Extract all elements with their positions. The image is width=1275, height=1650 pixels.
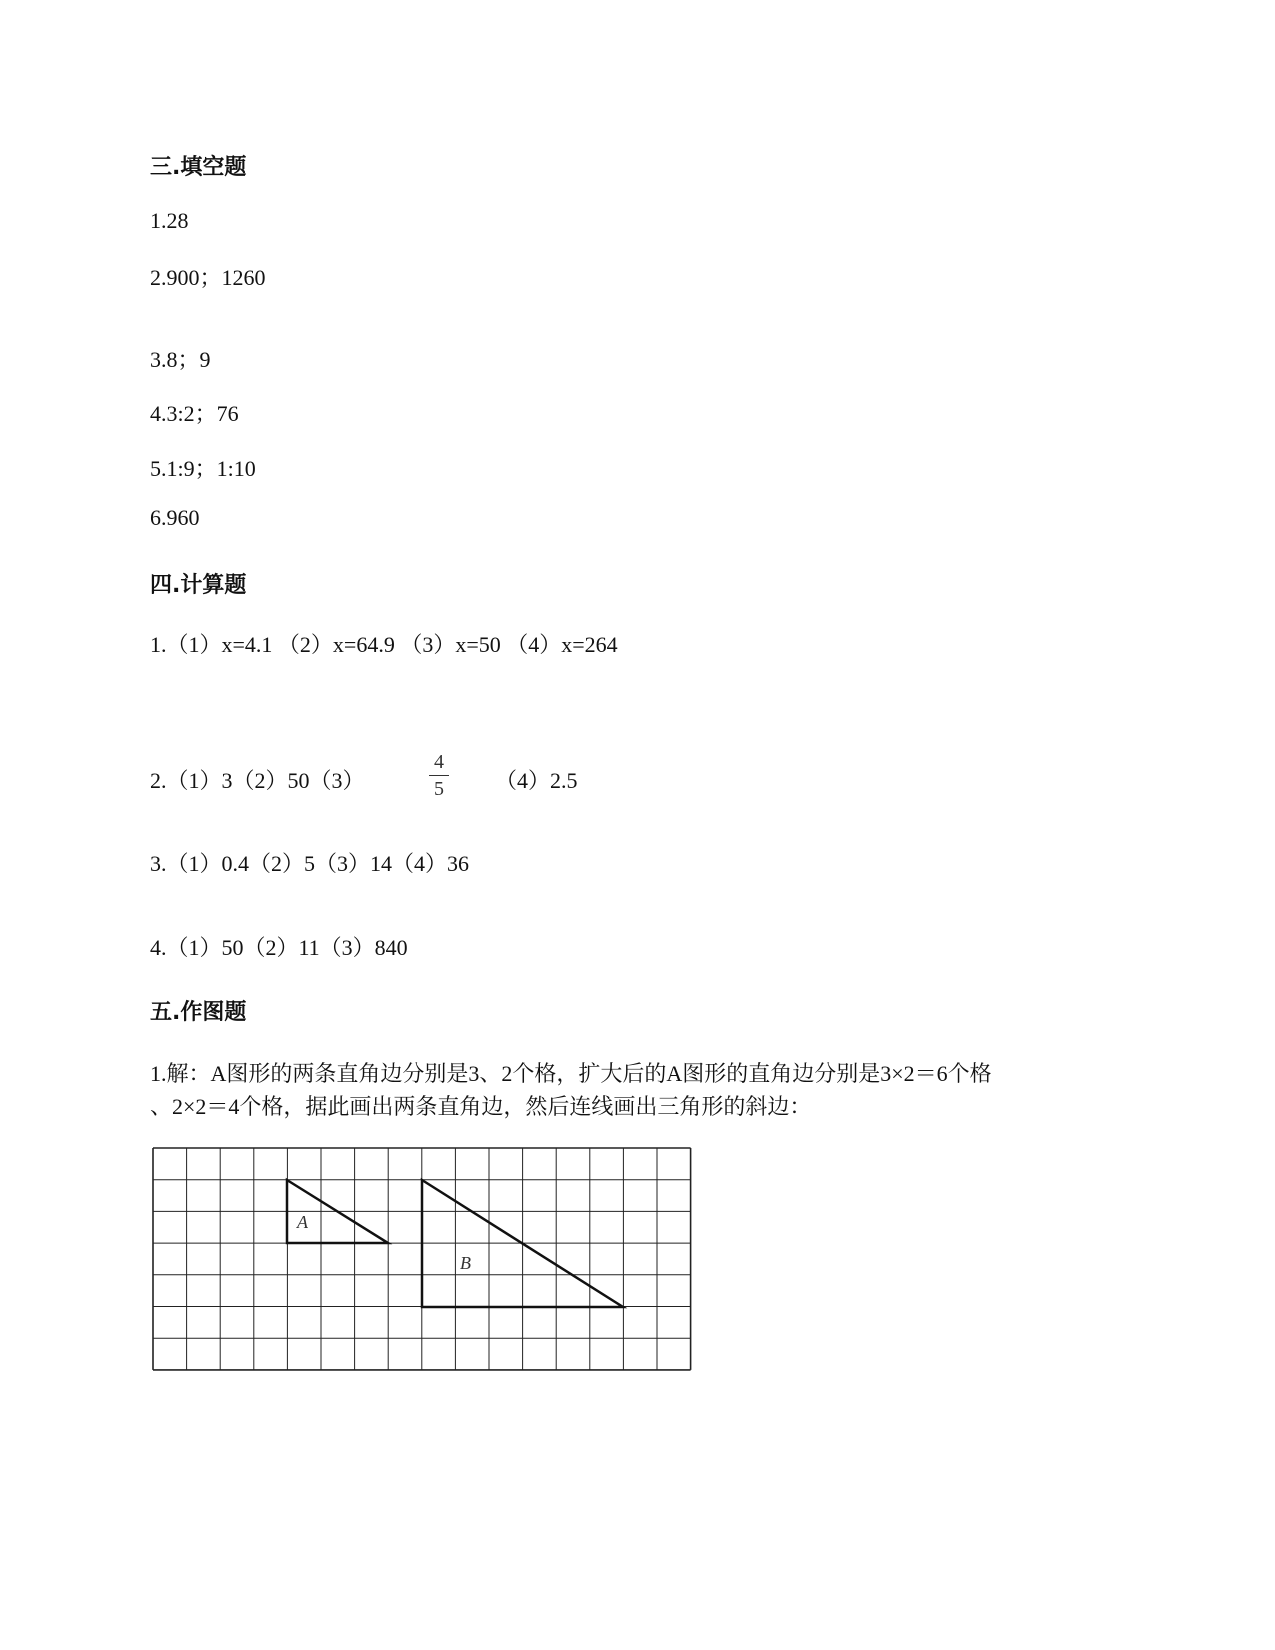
answer-line: 2.（1）3（2）50（3） — [150, 768, 365, 793]
answer-line: 4.（1）50（2）11（3）840 — [150, 935, 408, 960]
fraction — [427, 750, 451, 801]
answer-line: 2.900；1260 — [150, 265, 266, 290]
triangle-a-label: A — [297, 1212, 308, 1232]
fraction-denominator: 5 — [434, 778, 444, 800]
answer-line: 5.1:9；1:10 — [150, 456, 256, 481]
solution-line: 1.解：A图形的两条直角边分别是3、2个格，扩大后的A图形的直角边分别是3×2＝6个格 — [150, 1061, 992, 1086]
answer-line: 1.（1）x=4.1 （2）x=64.9 （3）x=50 （4）x=264 — [150, 632, 618, 657]
grid-figure — [150, 1145, 718, 1385]
answer-line: 3.8；9 — [150, 347, 211, 372]
solution-line: 、2×2＝4个格，据此画出两条直角边，然后连线画出三角形的斜边： — [150, 1094, 812, 1119]
section-title-calculation: 四.计算题 — [150, 573, 247, 598]
answer-line: 6.960 — [150, 505, 200, 530]
answer-line: 3.（1）0.4（2）5（3）14（4）36 — [150, 851, 470, 876]
section-title-fill-blank: 三.填空题 — [150, 155, 247, 180]
section-title-drawing: 五.作图题 — [150, 1000, 247, 1025]
fraction-bar — [429, 775, 449, 776]
answer-line: 1.28 — [150, 208, 189, 233]
triangle-b-label: B — [460, 1253, 471, 1273]
answer-line: 4.3:2；76 — [150, 401, 239, 426]
fraction-numerator: 4 — [434, 751, 444, 773]
answer-line-suffix: （4）2.5 — [495, 768, 578, 793]
